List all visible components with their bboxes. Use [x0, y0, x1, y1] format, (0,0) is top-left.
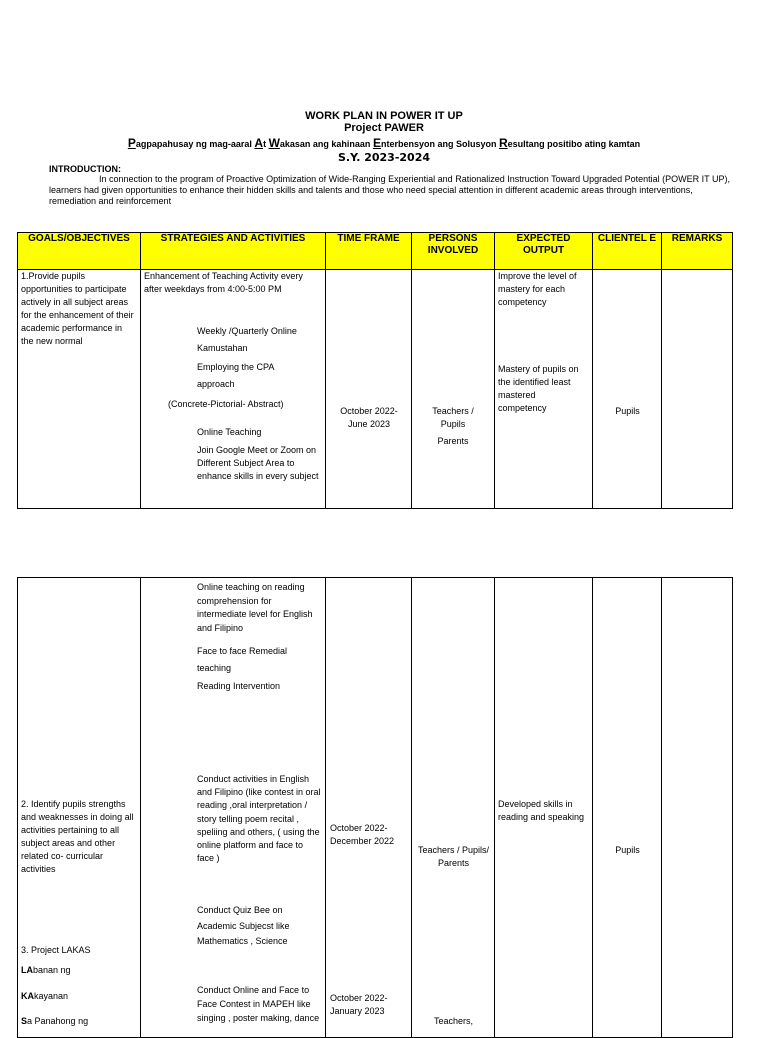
expected-output: Developed skills in reading and speaking [498, 799, 585, 822]
strategy-item: Conduct activities in English and Filipino (like contest in oral reading ,oral interpretation / story telling poem recital , speliing and others, ( using the online platform and face to face ) [197, 774, 321, 864]
time-frame: October 2022- December 2022 [330, 823, 395, 846]
introduction-text: In connection to the program of Proactive Optimization of Wide-Ranging Experiential and Rationalized Instruction Toward Upgraded Potential (POWER IT UP), learners had given opportunities to enhance their hidden skills and talents and those who need special attention in different academic areas through interventions, remediation and reinforcement [49, 174, 730, 206]
strategy-item: Face to face Remedial teaching [197, 646, 288, 673]
introduction-heading: INTRODUCTION: [49, 164, 121, 174]
persons-involved: Teachers, [433, 1016, 474, 1026]
col-header-remarks: REMARKS [662, 233, 733, 270]
col-header-time-frame: TIME FRAME [326, 233, 412, 270]
lakas-line: LAbanan ng [21, 965, 71, 975]
persons-involved: Teachers / Pupils/ Parents [417, 845, 490, 868]
col-header-strategies: STRATEGIES AND ACTIVITIES [141, 233, 326, 270]
remarks-cell [662, 578, 733, 1038]
work-plan-table-page2 [17, 577, 733, 1038]
strategy-item: Online teaching on reading comprehension for intermediate level for English and Filipino [197, 582, 313, 633]
time-frame: October 2022- January 2023 [330, 993, 388, 1016]
col-header-persons: PERSONS INVOLVED [412, 233, 495, 270]
time-frame: October 2022- June 2023 [340, 406, 398, 429]
strategy-item: Weekly /Quarterly Online Kamustahan [197, 326, 297, 353]
project-acronym: Pagpapahusay ng mag-aaral At Wakasan ang kahinaan Enterbensyon ang Solusyon Resultang positibo ating kamtan [127, 136, 641, 150]
strategy-cell [141, 270, 326, 509]
strategy-item: Conduct Online and Face to Face Contest in MAPEH like singing , poster making, dance [197, 985, 320, 1023]
remarks-cell [662, 270, 733, 509]
clientele-cell [593, 578, 662, 1038]
output-cell [495, 578, 593, 1038]
goal-text: 3. Project LAKAS [21, 945, 91, 955]
lakas-line: Sa Panahong ng [21, 1016, 89, 1026]
strategy-item: Reading Intervention [197, 681, 281, 691]
expected-output: Improve the level of mastery for each competency [498, 271, 577, 307]
clientele: Pupils [615, 406, 640, 416]
clientele-cell [593, 270, 662, 509]
persons-cell [412, 270, 495, 509]
work-plan-table-page1 [17, 232, 733, 509]
goal-text: 2. Identify pupils strengths and weaknesses in doing all activities pertaining to all subject areas and other related co- curricular activities [21, 799, 134, 874]
col-header-output: EXPECTED OUTPUT [495, 233, 593, 270]
strategy-item: Online Teaching [197, 427, 262, 437]
time-frame-cell [326, 270, 412, 509]
goal-cell [18, 578, 141, 1038]
strategy-item: Conduct Quiz Bee on Academic Subjecst like Mathematics , Science [197, 905, 290, 946]
time-frame-cell [326, 578, 412, 1038]
col-header-clientele: CLIENTEL E [593, 233, 662, 270]
clientele: Pupils [615, 845, 640, 855]
persons-involved: Parents [437, 436, 469, 446]
output-cell [495, 270, 593, 509]
strategy-item: Employing the CPA approach [197, 362, 274, 389]
goal-text: 1.Provide pupils opportunities to participate actively in all subject areas for the enhancement of their academic performance in the new normal [21, 271, 134, 346]
school-year: S.Y. 2023-2024 [337, 151, 431, 164]
col-header-goals: GOALS/OBJECTIVES [18, 233, 141, 270]
persons-cell [412, 578, 495, 1038]
strategy-intro: Enhancement of Teaching Activity every after weekdays from 4:00-5:00 PM [144, 271, 303, 294]
lakas-line: KAkayanan [21, 991, 69, 1001]
persons-involved: Teachers / Pupils [432, 406, 474, 429]
strategy-cell [141, 578, 326, 1038]
project-name: Project PAWER [344, 122, 424, 134]
document-title: WORK PLAN IN POWER IT UP [305, 110, 463, 122]
expected-output: Mastery of pupils on the identified least mastered competency [498, 364, 579, 413]
strategy-note: (Concrete-Pictorial- Abstract) [168, 399, 284, 409]
goal-cell [18, 270, 141, 509]
strategy-detail: Join Google Meet or Zoom on Different Subject Area to enhance skills in every subject [197, 445, 319, 481]
